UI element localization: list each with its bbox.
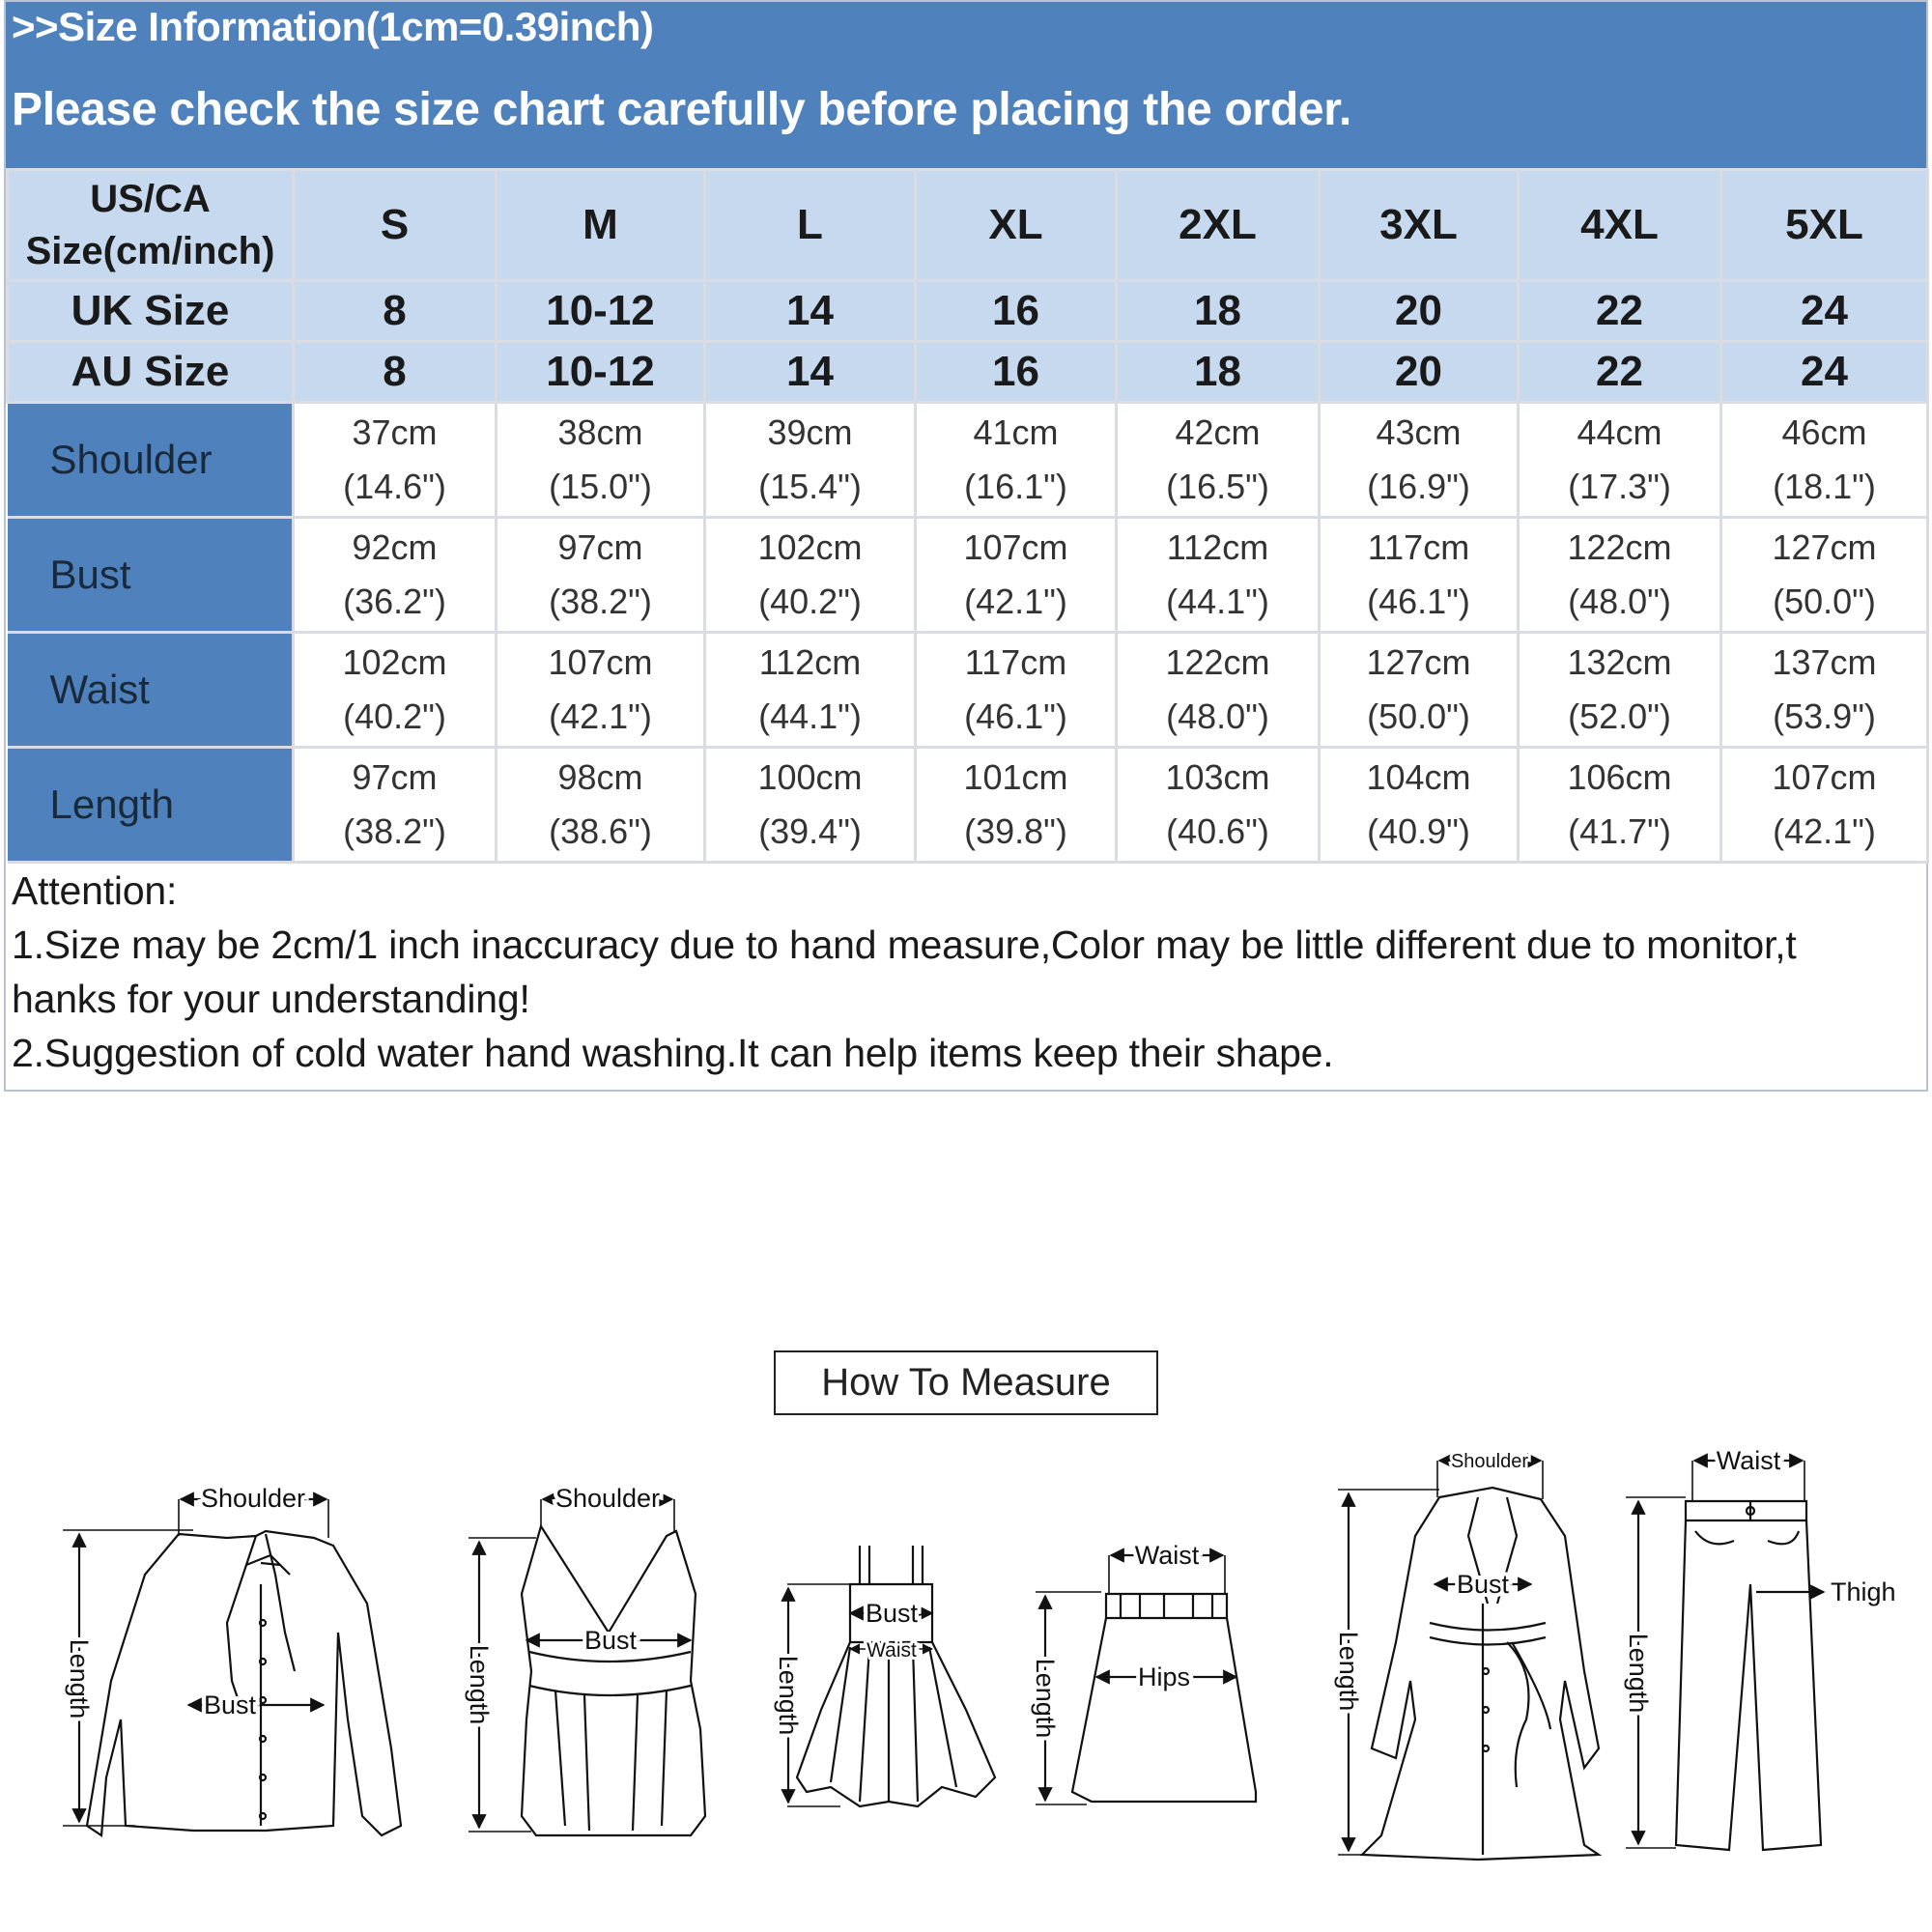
cm-value: 106cm bbox=[1567, 757, 1672, 798]
cm-value: 117cm bbox=[964, 642, 1067, 683]
au-size-row bbox=[8, 342, 1928, 403]
measurement-cell bbox=[705, 518, 916, 633]
measurement-cell bbox=[1320, 403, 1519, 518]
au-size-cell: 22 bbox=[1519, 342, 1721, 403]
uk-size-cell: 8 bbox=[294, 281, 497, 342]
cm-value: 39cm bbox=[767, 412, 853, 453]
skirt-waist-label: Waist bbox=[1134, 1541, 1200, 1570]
pants-diagram bbox=[1626, 1461, 1824, 1850]
shirt-diagram bbox=[63, 1499, 401, 1835]
uk-size-cell: 24 bbox=[1721, 281, 1928, 342]
inch-value: (44.1") bbox=[1166, 582, 1269, 621]
measurement-cell bbox=[916, 748, 1117, 863]
uk-size-cell: 20 bbox=[1320, 281, 1519, 342]
measurement-cell bbox=[1519, 403, 1721, 518]
corner-label: US/CA Size(cm/inch) bbox=[8, 170, 294, 281]
attention-note-2: 2.Suggestion of cold water hand washing.It can help items keep their shape. bbox=[12, 1031, 1334, 1075]
inch-value: (48.0") bbox=[1568, 582, 1671, 621]
order-notice: Please check the size chart carefully before placing the order. bbox=[12, 84, 1351, 135]
uk-size-cell: 16 bbox=[916, 281, 1117, 342]
measurement-row-bust bbox=[8, 518, 1928, 633]
measurement-cell bbox=[916, 518, 1117, 633]
uk-size-row bbox=[8, 281, 1928, 342]
skirt-hips-label: Hips bbox=[1137, 1662, 1191, 1691]
measurement-cell bbox=[1117, 633, 1320, 748]
cm-value: 42cm bbox=[1175, 412, 1261, 453]
dress-diagram bbox=[787, 1546, 995, 1806]
how-to-measure-title: How To Measure bbox=[774, 1350, 1158, 1415]
cm-value: 102cm bbox=[757, 527, 863, 568]
inch-value: (14.6") bbox=[343, 467, 446, 506]
coat-shoulder-label: Shoulder bbox=[1450, 1451, 1529, 1472]
tank-shoulder-label: Shoulder bbox=[554, 1484, 661, 1513]
measurement-cell bbox=[1519, 748, 1721, 863]
cm-value: 127cm bbox=[1772, 527, 1877, 568]
cm-value: 37cm bbox=[352, 412, 438, 453]
measurement-cell bbox=[1320, 748, 1519, 863]
cm-value: 43cm bbox=[1376, 412, 1462, 453]
inch-value: (16.9") bbox=[1367, 467, 1470, 506]
measurement-cell bbox=[705, 633, 916, 748]
uk-size-cell: 18 bbox=[1117, 281, 1320, 342]
inch-value: (38.6") bbox=[549, 811, 652, 851]
measurement-label: Waist bbox=[8, 633, 294, 748]
inch-value: (40.6") bbox=[1166, 811, 1269, 851]
au-size-cell: 24 bbox=[1721, 342, 1928, 403]
dress-waist-label: Waist bbox=[867, 1639, 917, 1662]
measurement-cell bbox=[1320, 518, 1519, 633]
measurement-cell bbox=[294, 518, 497, 633]
measurement-cell bbox=[705, 403, 916, 518]
attention-note-1b: hanks for your understanding! bbox=[12, 977, 530, 1021]
inch-value: (42.1") bbox=[1773, 811, 1876, 851]
coat-diagram bbox=[1338, 1461, 1599, 1860]
uk-size-cell: 10-12 bbox=[497, 281, 705, 342]
cm-value: 97cm bbox=[557, 527, 643, 568]
measurement-cell bbox=[1117, 518, 1320, 633]
measurement-cell bbox=[497, 633, 705, 748]
cm-value: 92cm bbox=[352, 527, 438, 568]
inch-value: (41.7") bbox=[1568, 811, 1671, 851]
cm-value: 127cm bbox=[1366, 642, 1471, 683]
measurement-cell bbox=[294, 633, 497, 748]
cm-value: 107cm bbox=[963, 527, 1068, 568]
cm-value: 44cm bbox=[1577, 412, 1662, 453]
measurement-cell bbox=[1721, 748, 1928, 863]
cm-value: 122cm bbox=[1165, 642, 1270, 683]
attention-heading: Attention: bbox=[12, 868, 178, 913]
attention-note-1a: 1.Size may be 2cm/1 inch inaccuracy due to hand measure,Color may be little different due to monitor,t bbox=[12, 923, 1797, 967]
size-header: L bbox=[705, 170, 916, 281]
size-header: M bbox=[497, 170, 705, 281]
measurement-cell bbox=[294, 403, 497, 518]
size-table bbox=[6, 168, 1929, 864]
au-size-cell: 18 bbox=[1117, 342, 1320, 403]
cm-value: 46cm bbox=[1781, 412, 1867, 453]
inch-value: (17.3") bbox=[1568, 467, 1671, 506]
measurement-cell bbox=[294, 748, 497, 863]
size-header: 2XL bbox=[1117, 170, 1320, 281]
uk-size-label: UK Size bbox=[8, 281, 294, 342]
pants-length-label: Length bbox=[1624, 1633, 1653, 1714]
dress-length-label: Length bbox=[774, 1655, 803, 1736]
shirt-length-label: Length bbox=[65, 1638, 94, 1719]
measurement-label: Length bbox=[8, 748, 294, 863]
cm-value: 137cm bbox=[1772, 642, 1877, 683]
inch-value: (16.5") bbox=[1166, 467, 1269, 506]
cm-value: 101cm bbox=[963, 757, 1068, 798]
cm-value: 38cm bbox=[557, 412, 643, 453]
measurement-cell bbox=[916, 633, 1117, 748]
inch-value: (40.2") bbox=[343, 696, 446, 736]
au-size-cell: 8 bbox=[294, 342, 497, 403]
size-header: 5XL bbox=[1721, 170, 1928, 281]
measurement-cell bbox=[705, 748, 916, 863]
inch-value: (40.9") bbox=[1367, 811, 1470, 851]
inch-value: (52.0") bbox=[1568, 696, 1671, 736]
measurement-row-length bbox=[8, 748, 1928, 863]
cm-value: 122cm bbox=[1567, 527, 1672, 568]
size-chart-sheet bbox=[4, 0, 1928, 1092]
cm-value: 132cm bbox=[1567, 642, 1672, 683]
attention-notes bbox=[12, 864, 1919, 1080]
size-info-title: >>Size Information(1cm=0.39inch) bbox=[12, 4, 654, 49]
cm-value: 107cm bbox=[1772, 757, 1877, 798]
size-header: 3XL bbox=[1320, 170, 1519, 281]
measurement-cell bbox=[1117, 403, 1320, 518]
shirt-shoulder-label: Shoulder bbox=[200, 1484, 306, 1513]
inch-value: (38.2") bbox=[343, 811, 446, 851]
measurement-cell bbox=[1519, 518, 1721, 633]
inch-value: (46.1") bbox=[1367, 582, 1470, 621]
size-header: XL bbox=[916, 170, 1117, 281]
coat-bust-label: Bust bbox=[1456, 1570, 1510, 1599]
inch-value: (42.1") bbox=[964, 582, 1067, 621]
cm-value: 117cm bbox=[1367, 527, 1470, 568]
size-info-banner bbox=[6, 2, 1926, 168]
measurement-cell bbox=[1320, 633, 1519, 748]
au-size-cell: 14 bbox=[705, 342, 916, 403]
cm-value: 104cm bbox=[1366, 757, 1471, 798]
inch-value: (15.0") bbox=[549, 467, 652, 506]
inch-value: (46.1") bbox=[964, 696, 1067, 736]
inch-value: (39.8") bbox=[964, 811, 1067, 851]
measurement-label: Bust bbox=[8, 518, 294, 633]
inch-value: (16.1") bbox=[964, 467, 1067, 506]
measurement-cell bbox=[1519, 633, 1721, 748]
measurement-label: Shoulder bbox=[8, 403, 294, 518]
cm-value: 98cm bbox=[557, 757, 643, 798]
cm-value: 100cm bbox=[757, 757, 863, 798]
size-header: 4XL bbox=[1519, 170, 1721, 281]
inch-value: (44.1") bbox=[758, 696, 862, 736]
inch-value: (50.0") bbox=[1367, 696, 1470, 736]
cm-value: 103cm bbox=[1165, 757, 1270, 798]
measurement-cell bbox=[916, 403, 1117, 518]
cm-value: 107cm bbox=[548, 642, 653, 683]
measurement-cell bbox=[1721, 518, 1928, 633]
measurement-row-waist bbox=[8, 633, 1928, 748]
measurement-cell bbox=[1721, 633, 1928, 748]
tank-length-label: Length bbox=[465, 1644, 494, 1725]
cm-value: 112cm bbox=[758, 642, 862, 683]
pants-thigh-label: Thigh bbox=[1831, 1577, 1896, 1606]
us-size-row bbox=[8, 170, 1928, 281]
inch-value: (48.0") bbox=[1166, 696, 1269, 736]
cm-value: 102cm bbox=[342, 642, 447, 683]
cm-value: 41cm bbox=[973, 412, 1059, 453]
uk-size-cell: 14 bbox=[705, 281, 916, 342]
uk-size-cell: 22 bbox=[1519, 281, 1721, 342]
inch-value: (18.1") bbox=[1773, 467, 1876, 506]
au-size-cell: 16 bbox=[916, 342, 1117, 403]
inch-value: (40.2") bbox=[758, 582, 862, 621]
measurement-cell bbox=[497, 403, 705, 518]
tank-diagram bbox=[469, 1499, 705, 1835]
pants-waist-label: Waist bbox=[1716, 1446, 1781, 1475]
inch-value: (53.9") bbox=[1773, 696, 1876, 736]
tank-bust-label: Bust bbox=[583, 1626, 638, 1655]
measurement-cell bbox=[497, 748, 705, 863]
measurement-row-shoulder bbox=[8, 403, 1928, 518]
coat-length-label: Length bbox=[1334, 1631, 1363, 1712]
inch-value: (39.4") bbox=[758, 811, 862, 851]
au-size-label: AU Size bbox=[8, 342, 294, 403]
skirt-length-label: Length bbox=[1031, 1658, 1060, 1739]
dress-bust-label: Bust bbox=[865, 1599, 919, 1628]
measurement-cell bbox=[1117, 748, 1320, 863]
au-size-cell: 20 bbox=[1320, 342, 1519, 403]
inch-value: (36.2") bbox=[343, 582, 446, 621]
cm-value: 97cm bbox=[352, 757, 438, 798]
measurement-cell bbox=[497, 518, 705, 633]
size-header: S bbox=[294, 170, 497, 281]
inch-value: (15.4") bbox=[758, 467, 862, 506]
inch-value: (42.1") bbox=[549, 696, 652, 736]
shirt-bust-label: Bust bbox=[203, 1690, 257, 1719]
inch-value: (50.0") bbox=[1773, 582, 1876, 621]
cm-value: 112cm bbox=[1166, 527, 1269, 568]
measurement-cell bbox=[1721, 403, 1928, 518]
measurement-illustrations bbox=[0, 1430, 1932, 1874]
inch-value: (38.2") bbox=[549, 582, 652, 621]
au-size-cell: 10-12 bbox=[497, 342, 705, 403]
